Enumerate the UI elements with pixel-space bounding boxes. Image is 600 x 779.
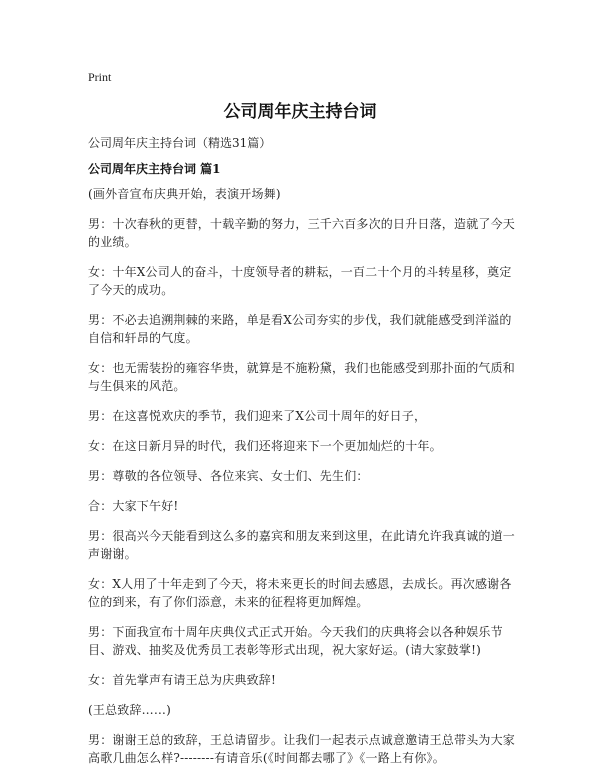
paragraph: 女：十年X公司人的奋斗，十度领导者的耕耘，一百二十个月的斗转星移，奠定了今天的成功。	[88, 265, 512, 297]
paragraph-list	[88, 185, 518, 779]
paragraph: 男：尊敬的各位领导、各位来宾、女士们、先生们：	[88, 469, 369, 483]
paragraph: 男：十次春秋的更替，十载辛勤的努力，三千六百多次的日升日落，造就了今天的业绩。	[88, 217, 516, 249]
paragraph: (王总致辞……)	[88, 703, 171, 717]
document-subtitle: 公司周年庆主持台词（精选31篇）	[88, 136, 272, 150]
paragraph: 男：谢谢王总的致辞，王总请留步。让我们一起表示点诚意邀请王总带头为大家高歌几曲怎么样?--------有请音乐(《时间都去哪了》《一路上有你》。	[88, 733, 516, 765]
paragraph: (画外音宣布庆典开始，表演开场舞)	[88, 187, 281, 201]
paragraph: 男：不必去追溯荆棘的来路，单是看X公司夯实的步伐，我们就能感受到洋溢的自信和轩昂的气度。	[88, 313, 512, 345]
paragraph: 女：也无需装扮的雍容华贵，就算是不施粉黛，我们也能感受到那扑面的气质和与生俱来的风范。	[88, 361, 516, 393]
paragraph: 女：首先掌声有请王总为庆典致辞!	[88, 673, 277, 687]
paragraph: 男：下面我宣布十周年庆典仪式正式开始。今天我们的庆典将会以各种娱乐节目、游戏、抽奖及优秀员工表彰等形式出现，祝大家好运。(请大家鼓掌!)	[88, 625, 503, 657]
page-title: 公司周年庆主持台词	[223, 102, 377, 122]
paragraph: 女：在这日新月异的时代，我们还将迎来下一个更加灿烂的十年。	[88, 439, 442, 453]
paragraph: 女：X人用了十年走到了今天，将未来更长的时间去感恩，去成长。再次感谢各位的到来，有了你们添意，未来的征程将更加辉煌。	[88, 577, 512, 609]
print-link[interactable]: Print	[88, 70, 112, 84]
paragraph: 男：在这喜悦欢庆的季节，我们迎来了X公司十周年的好日子，	[88, 409, 427, 423]
section-heading: 公司周年庆主持台词 篇1	[88, 162, 221, 176]
paragraph: 男：很高兴今天能看到这么多的嘉宾和朋友来到这里，在此请允许我真诚的道一声谢谢。	[88, 529, 516, 561]
paragraph: 合：大家下午好!	[88, 499, 179, 513]
